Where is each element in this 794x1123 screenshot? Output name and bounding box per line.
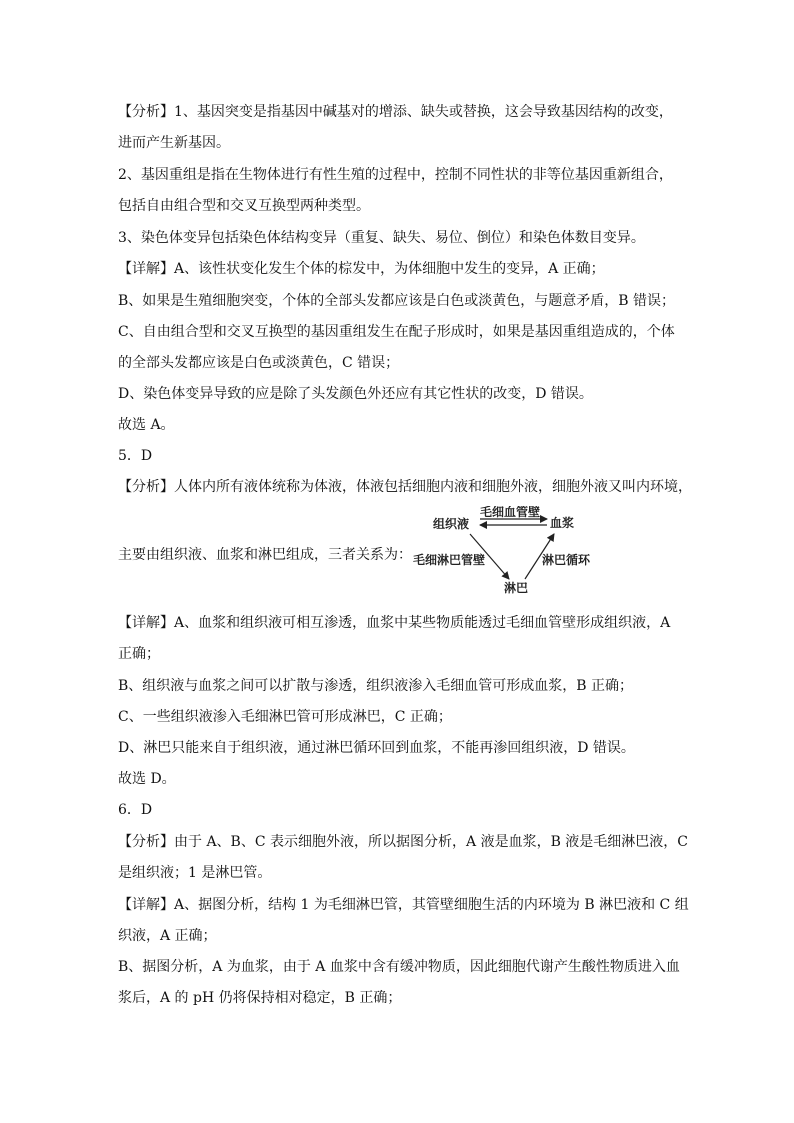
- text-line: B、据图分析，A 为血浆，由于 A 血浆中含有缓冲物质，因此细胞代谢产生酸性物质进入血: [118, 959, 680, 975]
- text-line: C、一些组织液渗入毛细淋巴管可形成淋巴，C 正确；: [118, 709, 452, 725]
- node-tissue-fluid: 组织液: [433, 517, 470, 531]
- text-line: 故选 A。: [118, 417, 175, 433]
- text-line: 浆后，A 的 pH 仍将保持相对稳定，B 正确；: [118, 990, 402, 1006]
- text-line: 主要由组织液、血浆和淋巴组成，三者关系为：: [118, 547, 412, 563]
- text-line: D、淋巴只能来自于组织液，通过淋巴循环回到血浆，不能再渗回组织液，D 错误。: [118, 740, 635, 756]
- text-line: 是组织液；1 是淋巴管。: [118, 865, 272, 881]
- text-line: 【详解】A、该性状变化发生个体的棕发中，为体细胞中发生的变异，A 正确；: [118, 261, 605, 277]
- edge-label-capillary-wall: 毛细血管壁: [480, 506, 541, 519]
- text-line: C、自由组合型和交叉互换型的基因重组发生在配子形成时，如果是基因重组造成的，个体: [118, 324, 675, 340]
- text-line: 包括自由组合型和交叉互换型两种类型。: [118, 198, 370, 214]
- text-line: 【详解】A、据图分析，结构 1 为毛细淋巴管，其管壁细胞生活的内环境为 B 淋巴液和 C 组: [118, 897, 689, 913]
- section-number: 6．D: [118, 802, 153, 818]
- section-number: 5．D: [118, 448, 153, 464]
- text-line: 的全部头发都应该是白色或淡黄色，C 错误；: [118, 355, 400, 371]
- text-line: 【分析】由于 A、B、C 表示细胞外液，所以据图分析，A 液是血浆，B 液是毛细淋巴液，C: [118, 834, 689, 850]
- text-line: B、如果是生殖细胞突变，个体的全部头发都应该是白色或淡黄色，与题意矛盾，B 错误；: [118, 293, 676, 309]
- text-line: 织液，A 正确；: [118, 928, 217, 944]
- text-line: 2、基因重组是指在生物体进行有性生殖的过程中，控制不同性状的非等位基因重新组合，: [118, 167, 673, 183]
- text-line: B、组织液与血浆之间可以扩散与渗透，组织液渗入毛细血管可形成血浆，B 正确；: [118, 678, 634, 694]
- text-line: 【分析】人体内所有液体统称为体液，体液包括细胞内液和细胞外液，细胞外液又叫内环境，: [118, 479, 692, 495]
- node-plasma: 血浆: [550, 516, 575, 530]
- edge-label-lymph-capillary-wall: 毛细淋巴管壁: [413, 553, 486, 567]
- edge-label-lymph-circulation: 淋巴循环: [542, 553, 591, 567]
- node-lymph: 淋巴: [504, 581, 529, 595]
- text-line: 【分析】1、基因突变是指基因中碱基对的增添、缺失或替换，这会导致基因结构的改变，: [118, 104, 673, 120]
- text-line: 3、染色体变异包括染色体结构变异（重复、缺失、易位、倒位）和染色体数目变异。: [118, 230, 645, 246]
- text-line: 故选 D。: [118, 771, 176, 787]
- text-line: 正确；: [118, 646, 160, 662]
- body-fluid-relationship-diagram: [412, 506, 602, 596]
- text-line: D、染色体变异导致的应是除了头发颜色外还应有其它性状的改变，D 错误。: [118, 386, 593, 402]
- text-line: 【详解】A、血浆和组织液可相互渗透，血浆中某些物质能透过毛细血管壁形成组织液，A: [118, 615, 671, 631]
- diagram-graphic: [412, 506, 602, 596]
- text-line: 进而产生新基因。: [118, 135, 230, 151]
